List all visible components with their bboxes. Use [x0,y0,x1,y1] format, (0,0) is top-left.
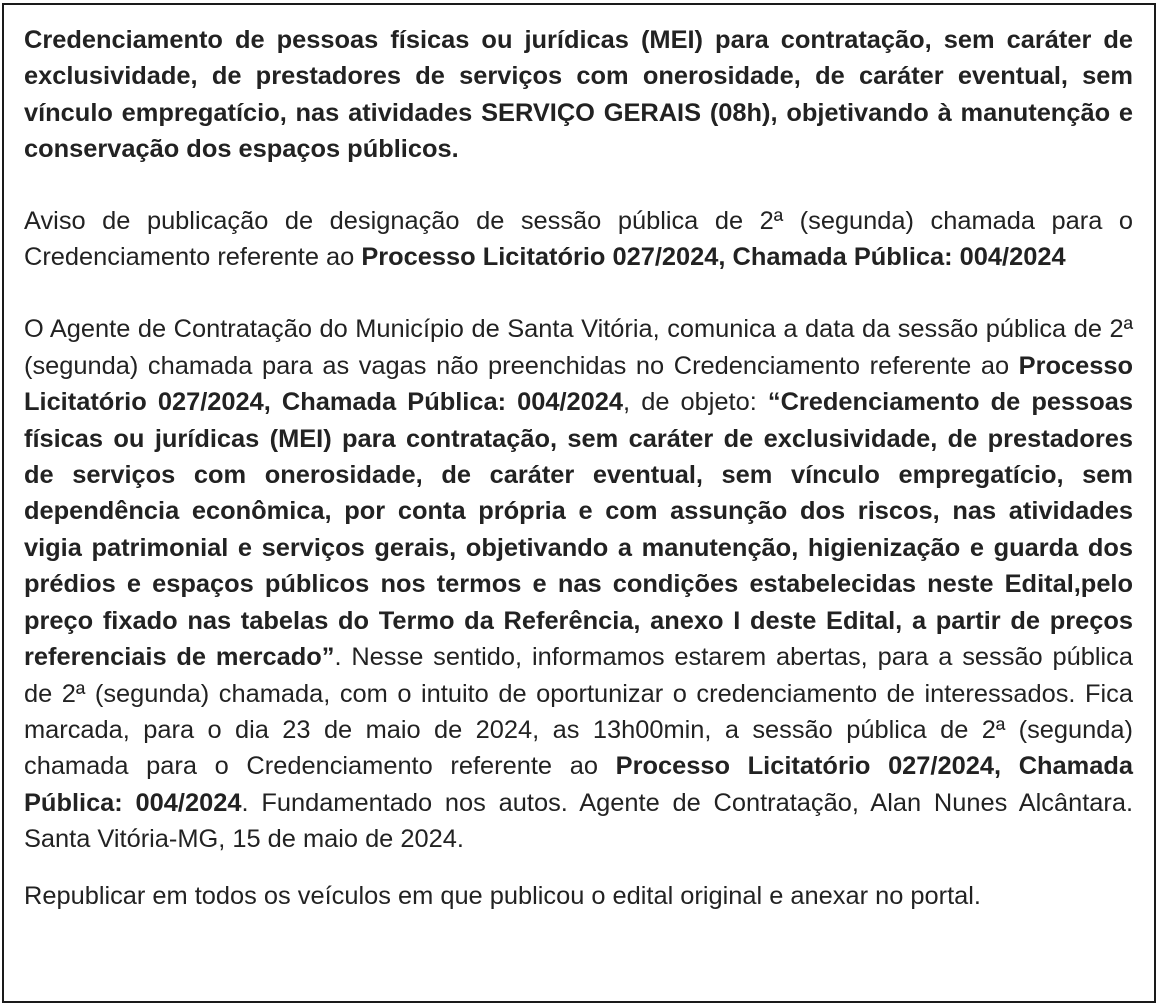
notice-heading: Credenciamento de pessoas físicas ou jurídicas (MEI) para contratação, sem caráter de exclusividade, de prestadores de serviços com onerosidade, de caráter eventual, sem vínculo empregatício, nas atividades SERVIÇO GERAIS (08h), objetivando à manutenção e conservação dos espaços públicos. [24,26,1133,164]
body-process-ref-2: Processo Licitatório 027/2024, Chamada Pública: 004/2024 [24,752,1133,817]
announcement-process-ref: Processo Licitatório 027/2024, Chamada Pública: 004/2024 [361,243,1066,272]
notice-body [24,311,1133,857]
notice-announcement [24,203,1133,276]
body-intro: O Agente de Contratação do Município de Santa Vitória, comunica a data da sessão pública de 2ª (segunda) chamada para as vagas não preenchidas no Credenciamento referente ao [24,315,1133,380]
notice-box [2,3,1156,1003]
notice-footer: Republicar em todos os veículos em que publicou o edital original e anexar no portal. [24,881,981,910]
body-object-label: , de objeto: [623,388,768,417]
body-closing: . Fundamentado nos autos. Agente de Contratação, Alan Nunes Alcântara. Santa Vitória-MG, 15 de maio de 2024. [24,788,1134,854]
announcement-text: Aviso de publicação de designação de sessão pública de 2ª (segunda) chamada para o Credenciamento referente ao [24,206,1133,272]
body-object-text: “Credenciamento de pessoas físicas ou jurídicas (MEI) para contratação, sem caráter de exclusividade, de prestadores de serviços com onerosidade, de caráter eventual, sem vínculo empregatício, sem dependência econômica, por conta própria e com assunção dos riscos, nas atividades vigia patrimonial e serviços gerais, objetivando a manutenção, higienização e guarda dos prédios e espaços públicos nos termos e nas condições estabelecidas neste Edital,pelo preço fixado nas tabelas do Termo da Referência, anexo I deste Edital, a partir de preços referenciais de mercado” [24,388,1133,672]
body-process-ref-1: Processo Licitatório 027/2024, Chamada Pública: 004/2024 [24,351,1133,417]
body-middle: . Nesse sentido, informamos estarem abertas, para a sessão pública de 2ª (segunda) chamada, com o intuito de oportunizar o credenciamento de interessados. Fica marcada, para o dia 23 de maio de 2024, as 13h00min, a sessão pública de 2ª (segunda) chamada para o Credenciamento referente ao [24,643,1133,781]
